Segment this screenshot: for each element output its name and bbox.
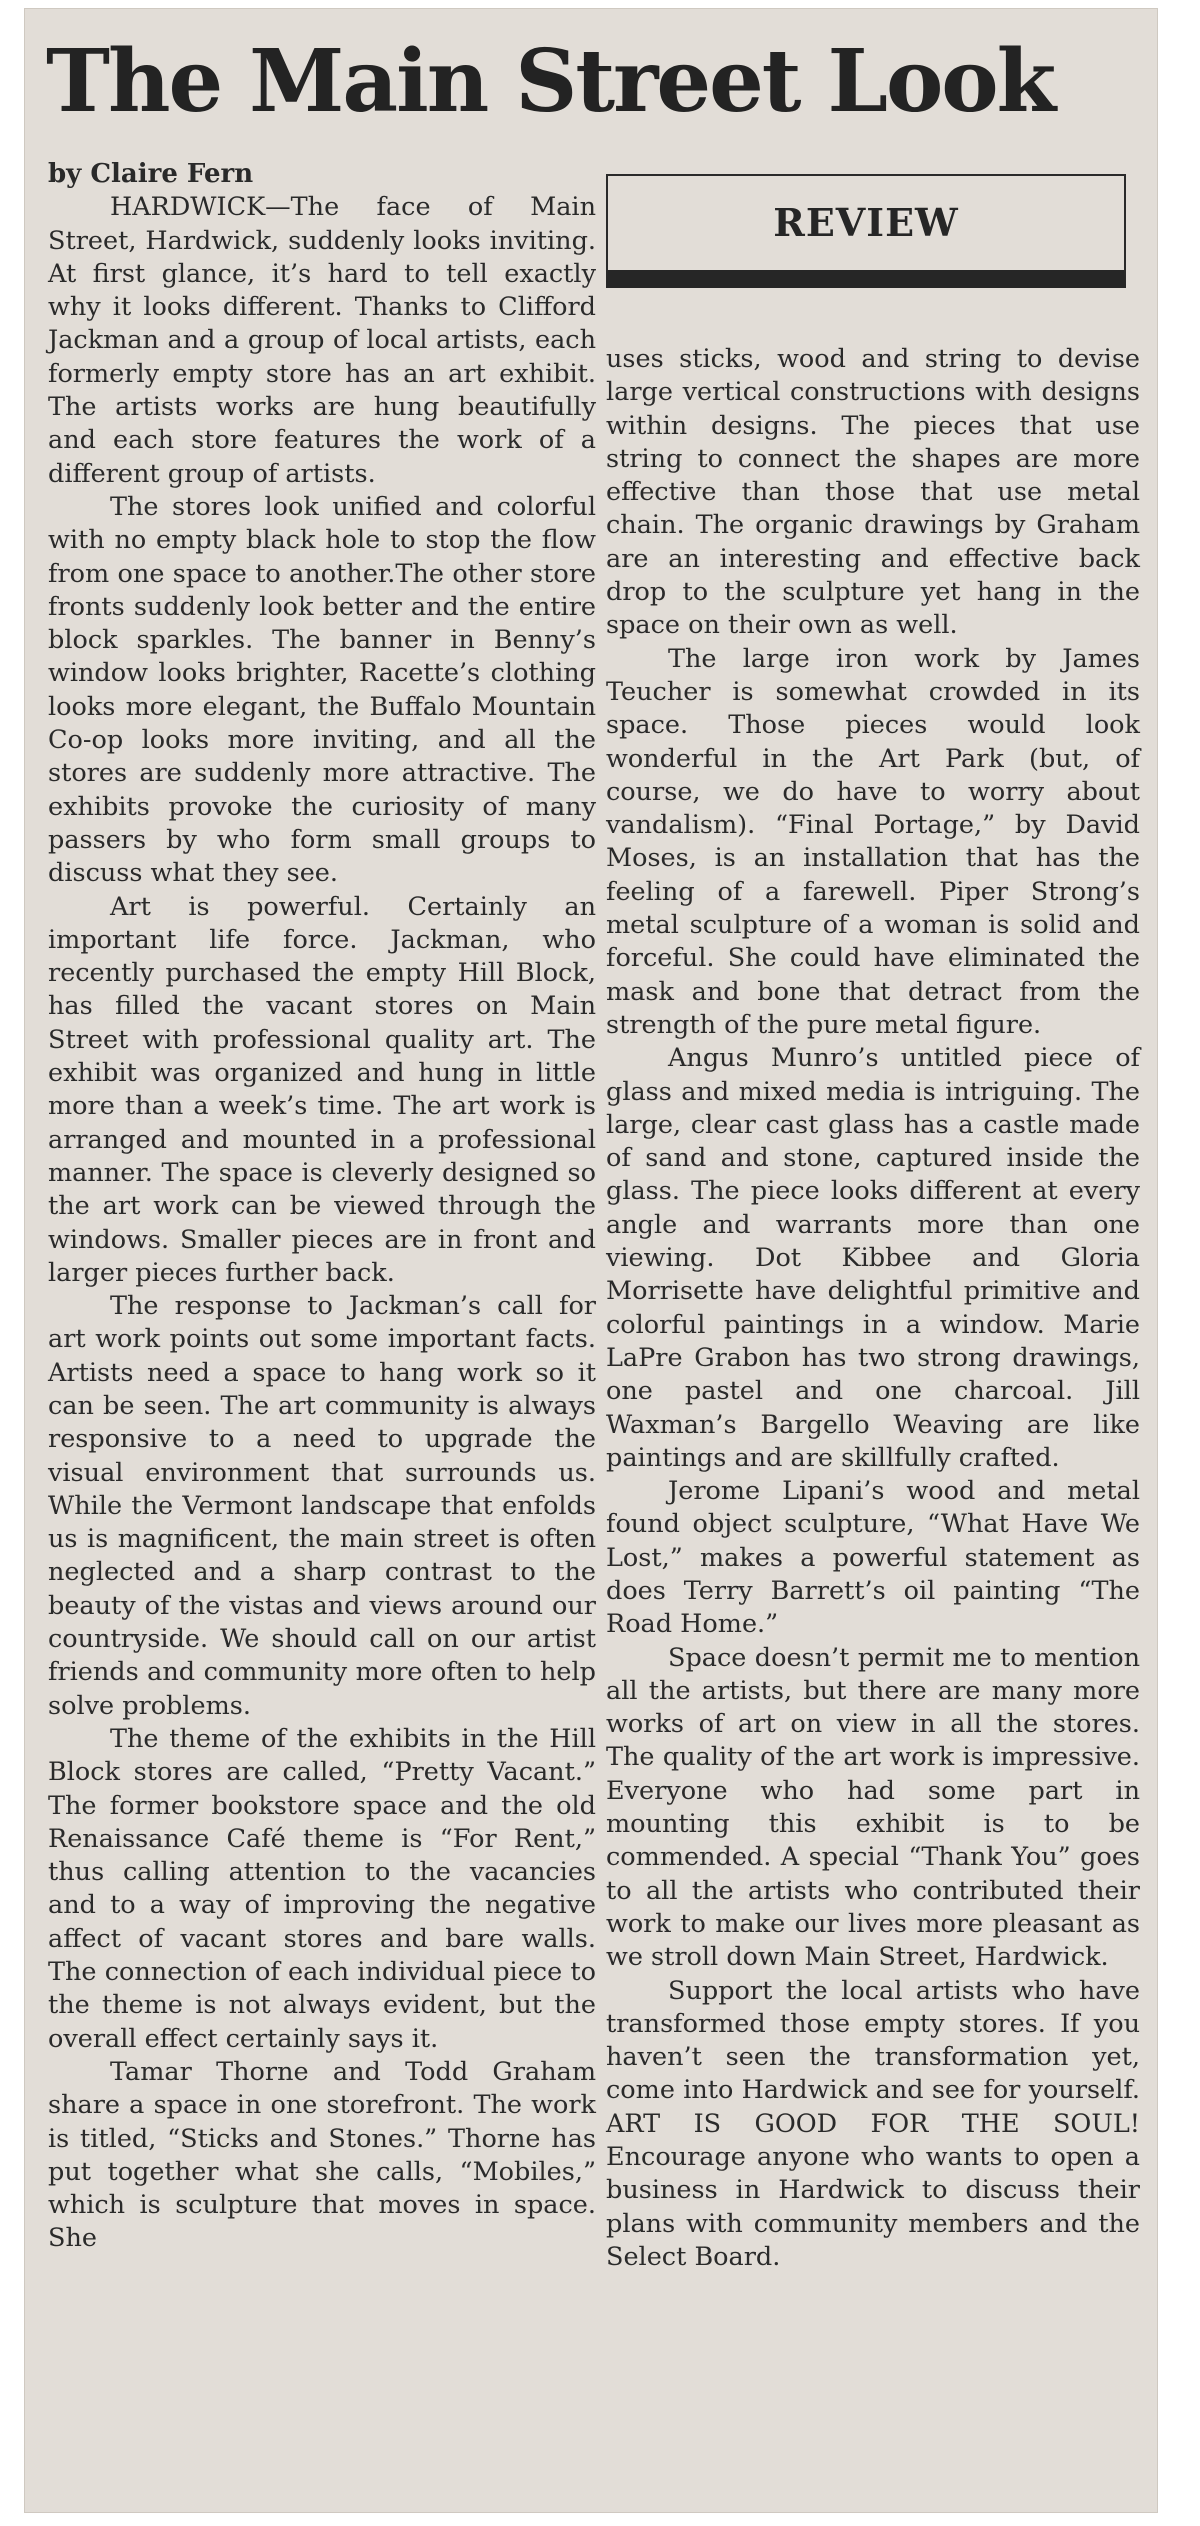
paragraph: The large iron work by James Teucher is somewhat crowded in its space. Those pieces would look wonderful in the Art Park (but, of course, we do have to worry about vandalism). “Final Portage,” by David Moses, is an installation that has the feeling of a farewell. Piper Strong’s metal sculpture of a woman is solid and forceful. She could have eliminated the mask and bone that detract from the strength of the pure metal figure. [606,643,1140,1040]
review-section-box [606,174,1126,288]
byline: by Claire Fern [48,159,254,189]
headline: The Main Street Look [46,31,1055,132]
paragraph: Art is powerful. Certainly an important life force. Jackman, who recently purchased the empty Hill Block, has filled the vacant stores on Main Street with professional quality art. The exhibit was organized and hung in little more than a week’s time. The art work is arranged and mounted in a professional manner. The space is cleverly designed so the art work can be viewed through the windows. Smaller pieces are in front and larger pieces further back. [48,891,596,1288]
paragraph: Jerome Lipani’s wood and metal found object sculpture, “What Have We Lost,” makes a powerful statement as does Terry Barrett’s oil painting “The Road Home.” [606,1476,1140,1640]
paragraph: The stores look unified and colorful with no empty black hole to stop the flow from one space to another.The other store fronts suddenly look better and the entire block sparkles. The banner in Benny’s window looks brighter, Racette’s clothing looks more elegant, the Buffalo Mountain Co-op looks more inviting, and all the stores are suddenly more attractive. The exhibits provoke the curiosity of many passers by who form small groups to discuss what they see. [48,491,596,889]
right-column [606,158,1140,2274]
section-label: REVIEW [773,200,959,246]
paragraph: HARDWICK—The face of Main Street, Hardwick, suddenly looks inviting. At first glance, it’s hard to tell exactly why it looks different. Thanks to Clifford Jackman and a group of local artists, each formerly empty store has an art exhibit. The artists works are hung beautifully and each store features the work of a different group of artists. [48,192,596,489]
paragraph: The theme of the exhibits in the Hill Block stores are called, “Pretty Vacant.” The former bookstore space and the old Renaissance Café theme is “For Rent,” thus calling attention to the vacancies and to a way of improving the negative affect of vacant stores and bare walls. The connection of each individual piece to the theme is not always evident, but the overall effect certainly says it. [48,1723,596,2054]
paragraph: uses sticks, wood and string to devise large vertical constructions with designs within designs. The pieces that use string to connect the shapes are more effective than those that use metal chain. The organic drawings by Graham are an interesting and effective back drop to the sculpture yet hang in the space on their own as well. [606,344,1140,641]
paragraph: Tamar Thorne and Todd Graham share a space in one storefront. The work is titled, “Sticks and Stones.” Thorne has put together what she calls, “Mobiles,” which is sculpture that moves in space. She [48,2056,596,2254]
paragraph: The response to Jackman’s call for art work points out some important facts. Artists need a space to hang work so it can be seen. The art community is always responsive to a need to upgrade the visual environment that surrounds us. While the Vermont landscape that enfolds us is magnificent, the main street is often neglected and a sharp contrast to the beauty of the vistas and views around our countryside. We should call on our artist friends and community more often to help solve problems. [48,1291,596,1721]
paragraph: Support the local artists who have transformed those empty stores. If you haven’t seen the transformation yet, come into Hardwick and see for yourself. ART IS GOOD FOR THE SOUL! Encourage anyone who wants to open a business in Hardwick to discuss their plans with community members and the Select Board. [606,1975,1140,2272]
paragraph: Space doesn’t permit me to mention all the artists, but there are many more works of art on view in all the stores. The quality of the art work is impressive. Everyone who had some part in mounting this exhibit is to be commended. A special “Thank You” goes to all the artists who contributed their work to make our lives more pleasant as we stroll down Main Street, Hardwick. [606,1642,1140,1973]
left-column [48,158,596,2256]
newspaper-clipping [24,8,1158,2513]
paragraph: Angus Munro’s untitled piece of glass and mixed media is intriguing. The large, clear cast glass has a castle made of sand and stone, captured inside the glass. The piece looks different at every angle and warrants more than one viewing. Dot Kibbee and Gloria Morrisette have delightful primitive and colorful paintings in a window. Marie LaPre Grabon has two strong drawings, one pastel and one charcoal. Jill Waxman’s Bargello Weaving are like paintings and are skillfully crafted. [606,1043,1140,1473]
